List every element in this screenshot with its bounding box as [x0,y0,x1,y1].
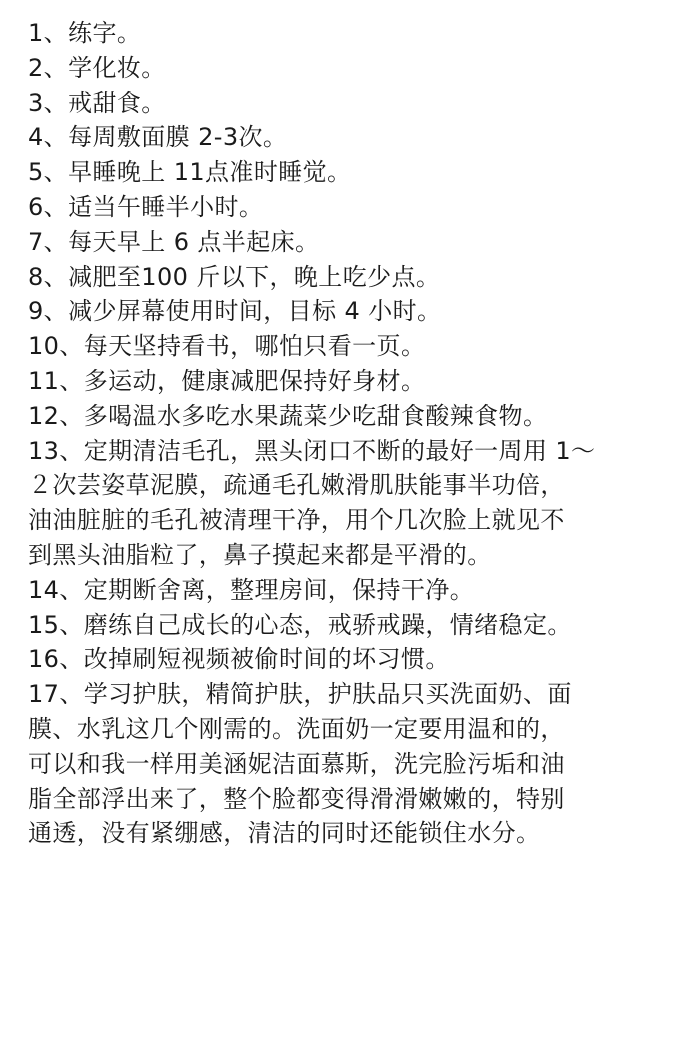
list-item [28,364,678,399]
item-line: 11、多运动，健康减肥保持好身材。 [28,366,426,395]
item-line: 12、多喝温水多吃水果蔬菜少吃甜食酸辣食物。 [28,401,548,430]
item-line: 脂全部浮出来了，整个脸都变得滑滑嫩嫩的，特别 [28,784,565,813]
item-line: 17、学习护肤，精简护肤，护肤品只买洗面奶、面 [28,680,572,709]
item-line: 6、适当午睡半小时。 [28,192,264,221]
item-line: 7、每天早上 6 点半起床。 [28,227,320,256]
item-line: 2、学化妆。 [28,53,166,82]
list-item [28,190,678,225]
list-item [28,86,678,121]
item-line: 4、每周敷面膜 2-3次。 [28,123,288,152]
item-line: 3、戒甜食。 [28,88,166,117]
list-item [28,573,678,608]
item-line: 可以和我一样用美涵妮洁面慕斯，洗完脸污垢和油 [28,749,565,778]
item-line: 13、定期清洁毛孔，黑头闭口不断的最好一周用 1～ [28,436,596,465]
item-line: 到黑头油脂粒了，鼻子摸起来都是平滑的。 [28,540,492,569]
goal-list [28,16,678,851]
list-item [28,225,678,260]
item-line: 16、改掉刷短视频被偷时间的坏习惯。 [28,645,450,674]
item-line: 14、定期断舍离，整理房间，保持干净。 [28,575,475,604]
item-line: 15、磨练自己成长的心态，戒骄戒躁，情绪稳定。 [28,610,572,639]
item-line: 9、减少屏幕使用时间，目标 4 小时。 [28,297,442,326]
item-line: 8、减肥至100 斤以下，晚上吃少点。 [28,262,441,291]
list-item [28,329,678,364]
item-line: 5、早睡晚上 11点准时睡觉。 [28,158,352,187]
item-line: 10、每天坚持看书，哪怕只看一页。 [28,332,426,361]
item-line: 通透，没有紧绷感，清洁的同时还能锁住水分。 [28,819,541,848]
list-item [28,155,678,190]
list-item [28,434,678,573]
item-line: ２次芸姿草泥膜，疏通毛孔嫩滑肌肤能事半功倍， [28,471,565,500]
list-item [28,677,678,851]
list-item [28,51,678,86]
list-item [28,294,678,329]
list-item [28,120,678,155]
list-item [28,260,678,295]
list-item [28,608,678,643]
list-item [28,399,678,434]
item-line: 膜、水乳这几个刚需的。洗面奶一定要用温和的， [28,714,565,743]
item-line: 1、练字。 [28,19,142,47]
list-item [28,16,678,51]
item-line: 油油脏脏的毛孔被清理干净，用个几次脸上就见不 [28,506,565,535]
list-item [28,642,678,677]
